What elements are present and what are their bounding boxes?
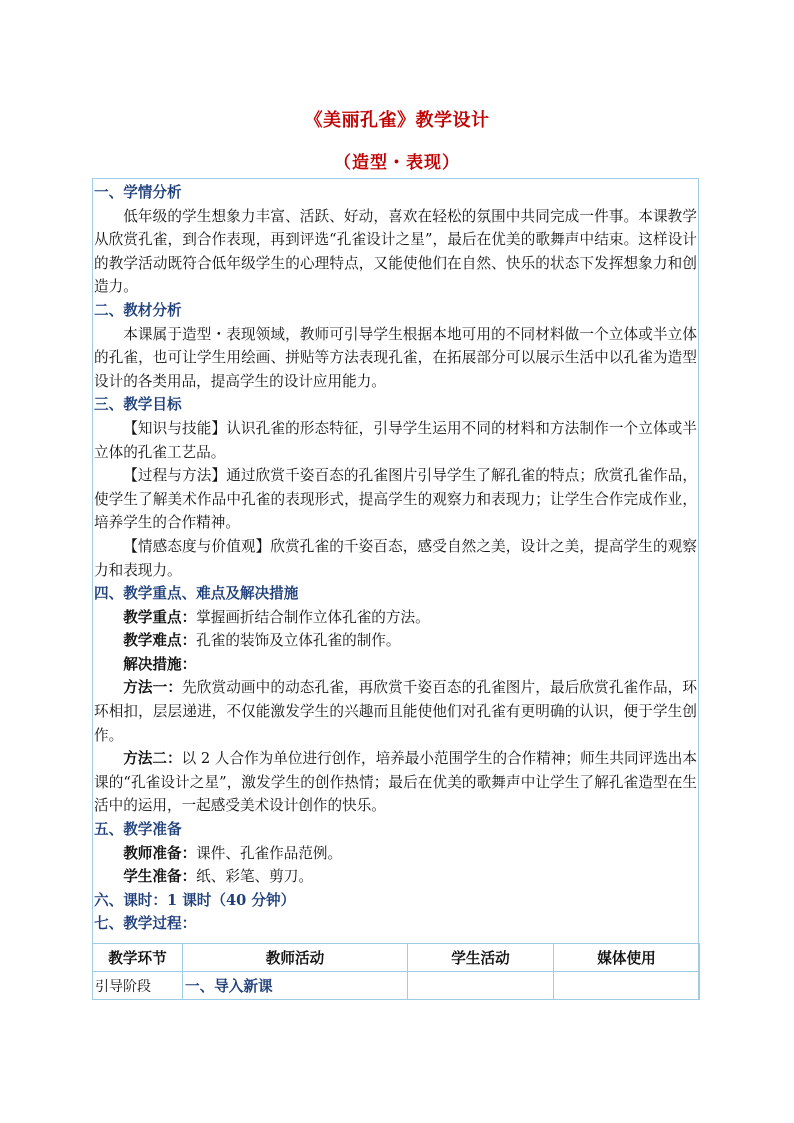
- section-heading-class-hours: 六、课时：1 课时（40 分钟）: [94, 891, 296, 909]
- section-heading-objectives: 三、教学目标: [94, 396, 182, 414]
- method-one-label: 方法一：: [123, 679, 183, 697]
- document-body: [94, 181, 697, 936]
- header-student-activity: 学生活动: [408, 944, 554, 972]
- method-two-text: 以 2 人合作为单位进行创作，培养最小范围学生的合作精神；师生共同评选出本课的“孔雀设计之星”，激发学生的创作热情；最后在优美的歌舞声中让学生了解孔雀造型在生活中的运用，一起感受美术设计创作的快乐。: [94, 750, 697, 815]
- difficulty-text: 孔雀的装饰及立体孔雀的制作。: [196, 632, 401, 650]
- section-heading-preparation: 五、教学准备: [94, 821, 182, 839]
- key-point-text: 掌握画折结合制作立体孔雀的方法。: [196, 608, 430, 626]
- page-title: 《美丽孔雀》教学设计: [304, 110, 490, 131]
- material-analysis-text: 本课属于造型・表现领域，教师可引导学生根据本地可用的不同材料做一个立体或半立体的孔雀，也可让学生用绘画、拼贴等方法表现孔雀，在拓展部分可以展示生活中以孔雀为造型设计的各类用品，提高学生的设计应用能力。: [94, 325, 697, 390]
- teacher-prep-label: 教师准备：: [123, 844, 197, 862]
- method-two-label: 方法二：: [123, 750, 182, 768]
- section-heading-material-analysis: 二、教材分析: [94, 301, 182, 319]
- difficulty-label: 教学难点：: [123, 632, 197, 650]
- header-media: 媒体使用: [554, 944, 700, 972]
- measures-line: [94, 653, 697, 677]
- table-row: [93, 972, 700, 1000]
- cell-student-activity: [408, 972, 554, 1000]
- difficulty-line: [94, 629, 697, 653]
- student-prep-text: 纸、彩笔、剪刀。: [196, 868, 313, 886]
- key-point-label: 教学重点：: [123, 608, 197, 626]
- cell-teacher-activity: 一、导入新课: [183, 972, 408, 1000]
- section-heading-learner-analysis: 一、学情分析: [94, 184, 182, 201]
- objective-knowledge: 【知识与技能】认识孔雀的形态特征，引导学生运用不同的材料和方法制作一个立体或半立体的孔雀工艺品。: [94, 419, 697, 461]
- method-one: [94, 676, 697, 747]
- cell-stage: 引导阶段: [93, 972, 183, 1000]
- header-teacher-activity: 教师活动: [183, 944, 408, 972]
- learner-analysis-text: 低年级的学生想象力丰富、活跃、好动，喜欢在轻松的氛围中共同完成一件事。本课教学从欣赏孔雀，到合作表现，再到评选“孔雀设计之星”，最后在优美的歌舞声中结束。这样设计的教学活动既符合低年级学生的心理特点，又能使他们在自然、快乐的状态下发挥想象力和创造力。: [94, 207, 697, 296]
- student-prep-line: [94, 865, 697, 889]
- method-one-text: 先欣赏动画中的动态孔雀，再欣赏千姿百态的孔雀图片，最后欣赏孔雀作品，环环相扣，层层递进，不仅能激发学生的兴趣而且能使他们对孔雀有更明确的认识，便于学生创作。: [94, 679, 697, 744]
- method-two: [94, 747, 697, 818]
- teacher-prep-line: [94, 842, 697, 866]
- section-heading-key-points: 四、教学重点、难点及解决措施: [94, 585, 299, 603]
- objective-process: 【过程与方法】通过欣赏千姿百态的孔雀图片引导学生了解孔雀的特点；欣赏孔雀作品，使学生了解美术作品中孔雀的表现形式，提高学生的观察力和表现力；让学生合作完成作业，培养学生的合作精神。: [94, 467, 697, 532]
- student-prep-label: 学生准备：: [123, 868, 197, 886]
- page-subtitle: （造型・表现）: [334, 153, 460, 173]
- teacher-prep-text: 课件、孔雀作品范例。: [196, 844, 343, 862]
- section-heading-teaching-process: 七、教学过程：: [94, 915, 197, 933]
- teaching-process-table: [92, 943, 700, 1000]
- header-stage: 教学环节: [93, 944, 183, 972]
- table-header-row: [93, 944, 700, 972]
- objective-attitude: 【情感态度与价值观】欣赏孔雀的千姿百态，感受自然之美，设计之美，提高学生的观察力和表现力。: [94, 537, 697, 579]
- key-point-line: [94, 606, 697, 630]
- cell-media: [554, 972, 700, 1000]
- measures-label: 解决措施：: [123, 655, 197, 673]
